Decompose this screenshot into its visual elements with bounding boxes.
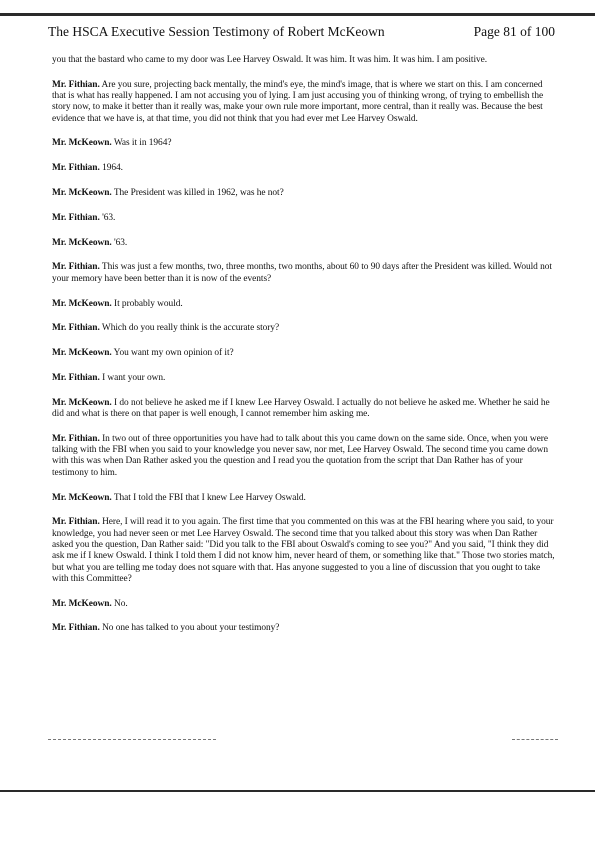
speaker-label: Mr. Fithian. [52,623,100,634]
bottom-rule [0,790,595,792]
speaker-label: Mr. Fithian. [52,212,100,223]
document-title: The HSCA Executive Session Testimony of Robert McKeown [48,24,385,39]
speaker-label: Mr. Fithian. [52,323,100,334]
speaker-label: Mr. Fithian. [52,372,100,383]
speech-text: Are you sure, projecting back mentally, the mind's eye, the mind's image, that is where we start on this. I am concerned that is what has really happened. I am not accusing you of lying. I am just accusing you of thinking wrong, of trying to embellish the story now, to make it better than it really was, make your own rule more important, more central, than it really was. Because the best evidence that we have is, at that time, you did not think that you had ever met Lee Harvey Oswald. [52,79,544,124]
speech-text: 1964. [102,163,123,174]
speech-text: you that the bastard who came to my door was Lee Harvey Oswald. It was him. It was him. It was him. I am positive. [52,55,488,65]
speech-text: This was just a few months, two, three months, two months, about 60 to 90 days after the President was killed. Would not your memory have been better than it is now of the events? [52,262,552,284]
speech-text: That I told the FBI that I knew Lee Harvey Oswald. [113,492,306,503]
speech-text: In two out of three opportunities you have had to talk about this you came down on the same side. Once, when you were talking with the FBI when you said to your knowledge you never saw, nor met, Lee Harvey Oswald. The second time you came down with this was when Dan Rather asked you the question and I read you the quotation from the script that Dan Rather has of your testimony to him. [52,433,548,478]
cut-off-text-line [512,739,558,741]
transcript-paragraph [52,599,556,610]
speaker-label: Mr. Fithian. [52,517,100,528]
speaker-label: Mr. McKeown. [52,188,112,199]
speaker-label: Mr. McKeown. [52,397,112,408]
top-rule [0,13,595,16]
speech-text: Here, I will read it to you again. The first time that you commented on this was at the FBI hearing where you said, to your knowledge, you had never seen or met Lee Harvey Oswald. The second time that you talked about this story was when Dan Rather asked you the question, Dan Rather said: "Did you talk to the FBI about Oswald's coming to see you?" And you said, "I think they did ask me if I knew Oswald. I think I told them I did not know him, never heard of them, or something like that." Those two stories match, but what you are telling me today does not square with that. Has anyone suggested to you a line of discussion that you ought to take with this Committee? [52,517,555,584]
transcript-paragraph [52,623,556,634]
speaker-label: Mr. McKeown. [52,138,112,149]
transcript-paragraph [52,138,556,149]
transcript-paragraph [52,323,556,334]
speech-text: I want your own. [102,372,166,383]
transcript-body [52,55,556,648]
transcript-paragraph [52,398,556,421]
speaker-label: Mr. McKeown. [52,348,112,359]
transcript-paragraph [52,80,556,125]
transcript-paragraph [52,299,556,310]
page-header [48,24,555,46]
speech-text: I do not believe he asked me if I knew Lee Harvey Oswald. I actually do not believe he asked me. Whether he said he did and what is there on that paper is well enough, I cannot remember him asking me. [52,397,550,420]
speech-text: Which do you really think is the accurate story? [101,323,280,334]
transcript-paragraph [52,55,556,66]
transcript-paragraph [52,517,556,585]
transcript-paragraph [52,238,556,249]
speech-text: '63. [114,237,128,248]
speech-text: '63. [102,212,116,223]
speech-text: The President was killed in 1962, was he not? [113,188,284,199]
speaker-label: Mr. Fithian. [52,262,100,273]
speaker-label: Mr. McKeown. [52,298,112,309]
speaker-label: Mr. Fithian. [52,79,100,90]
speech-text: It probably would. [114,298,183,309]
speaker-label: Mr. Fithian. [52,163,100,174]
speech-text: Was it in 1964? [113,138,172,149]
transcript-paragraph [52,434,556,479]
transcript-paragraph [52,188,556,199]
transcript-paragraph [52,163,556,174]
speech-text: You want my own opinion of it? [113,348,234,359]
speaker-label: Mr. McKeown. [52,492,112,503]
speaker-label: Mr. McKeown. [52,598,112,609]
transcript-paragraph [52,262,556,285]
transcript-paragraph [52,213,556,224]
transcript-paragraph [52,493,556,504]
transcript-paragraph [52,373,556,384]
cut-off-text-line [48,739,216,741]
speech-text: No one has talked to you about your testimony? [102,623,280,634]
page-number: Page 81 of 100 [473,24,555,39]
transcript-paragraph [52,348,556,359]
speaker-label: Mr. McKeown. [52,237,112,248]
speech-text: No. [114,598,128,609]
speaker-label: Mr. Fithian. [52,433,100,444]
